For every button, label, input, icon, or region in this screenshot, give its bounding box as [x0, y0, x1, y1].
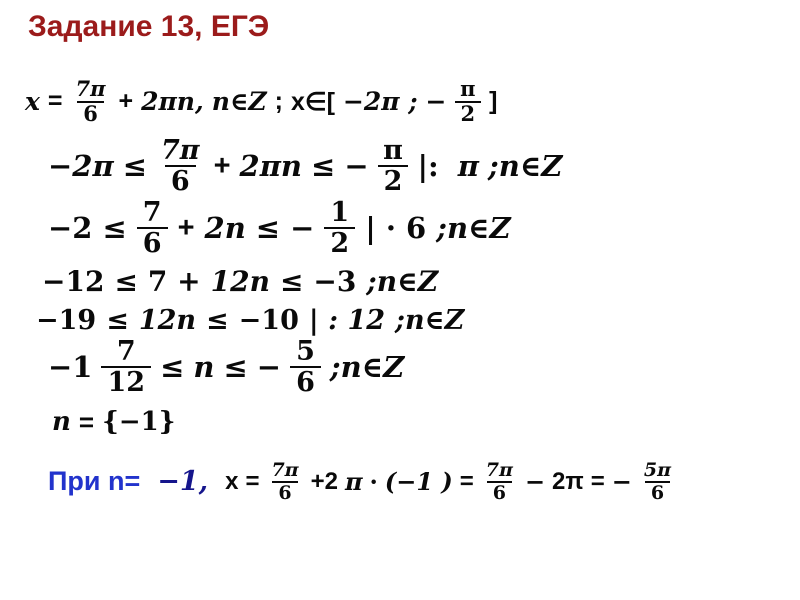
fraction-denominator: 6 [290, 366, 321, 397]
equals-sign: = [590, 467, 605, 495]
n-in-z: ;n∈Z [329, 350, 405, 385]
lhs-minus-2pi: −2π [48, 149, 114, 184]
fraction-numerator: 5π [643, 459, 672, 481]
fraction-7pi-6 [266, 460, 303, 503]
equation-line-5 [36, 301, 464, 339]
equation-line-4 [42, 262, 438, 300]
n-in-z: ;n∈Z [366, 264, 439, 298]
leq-sign: ≤ [311, 149, 336, 184]
fraction-numerator: π [460, 76, 476, 101]
divide-by-12-operator: | : 12 [308, 304, 386, 336]
equation-line-3 [48, 198, 511, 258]
fraction-7pi-6 [481, 460, 518, 503]
equation-line-1 [25, 78, 497, 125]
fraction-denominator: 6 [487, 481, 512, 504]
variable-n: n [52, 407, 71, 437]
fraction-numerator: 7π [75, 76, 106, 101]
plus-sign: + [213, 149, 231, 182]
divide-by-operator: |: [417, 149, 449, 184]
leq-sign: ≤ [160, 350, 185, 385]
solution-set: {−1} [102, 407, 176, 437]
fraction-5-6 [290, 337, 321, 397]
fraction-denominator: 2 [324, 227, 355, 258]
equals-sign: = [47, 87, 63, 116]
fraction-pi-2 [378, 136, 409, 196]
leq-sign: ≤ [223, 350, 248, 385]
fraction-7-6 [137, 198, 168, 258]
fraction-denominator: 6 [645, 481, 670, 504]
semicolon: ; [274, 87, 283, 116]
n-in-z: ;n∈Z [488, 149, 563, 184]
fraction-pi-2 [455, 78, 482, 125]
closing-bracket: ] [489, 87, 498, 116]
pi-symbol: π [344, 467, 363, 497]
fraction-numerator: 5 [296, 336, 315, 367]
term-2n: 2n [204, 211, 246, 246]
plus-sign: + [177, 211, 195, 244]
n-value: −1, [157, 466, 209, 498]
page-title: Задание 13, ЕГЭ [28, 10, 270, 43]
pri-n-label: При n= [48, 466, 141, 497]
fraction-numerator: 7π [161, 135, 200, 166]
leq-sign: ≤ [255, 211, 281, 246]
fraction-numerator: π [383, 135, 403, 166]
variable-n: n [193, 350, 215, 385]
fraction-7pi-6 [156, 136, 205, 196]
minus-sign: − [611, 467, 632, 497]
equation-line-2 [48, 136, 562, 196]
fraction-denominator: 6 [77, 101, 104, 126]
minus-sign: − [256, 350, 282, 385]
minus-sign: − [425, 87, 447, 117]
minus-sign: − [290, 211, 315, 246]
fraction-7-12 [101, 337, 151, 397]
equals-sign: = [245, 467, 260, 495]
dot-operator: · [369, 467, 378, 497]
lhs-minus-2: −2 [48, 211, 93, 246]
term-12n: 12n [138, 304, 197, 336]
fraction-numerator: 7 [116, 336, 136, 367]
pi-symbol: π [457, 149, 480, 184]
fraction-denominator: 12 [101, 366, 151, 397]
leq-sign: ≤ [122, 149, 148, 184]
fraction-5pi-6 [639, 460, 676, 503]
fraction-numerator: 7π [485, 459, 513, 481]
term-2pin: 2πn, [141, 87, 204, 117]
equation-line-7 [52, 404, 175, 440]
equation-line-8 [48, 460, 676, 503]
interval-start: −2π ; [342, 87, 418, 117]
term-12n: 12n [210, 264, 270, 298]
minus-sign: − [524, 467, 546, 497]
fraction-denominator: 6 [137, 227, 168, 258]
plus-sign: + [118, 87, 134, 116]
mixed-number-integer: −1 [48, 350, 93, 385]
plus-2: +2 [310, 467, 338, 495]
leq-sign: ≤ [279, 264, 304, 298]
term-2pin: 2πn [239, 149, 303, 184]
mid-7-plus: 7 + [147, 264, 201, 298]
fraction-denominator: 2 [378, 165, 409, 196]
n-in-z: n∈Z [211, 87, 267, 117]
n-in-z: ;n∈Z [395, 304, 465, 336]
multiply-by-operator: | · 6 [365, 211, 427, 246]
leq-sign: ≤ [114, 264, 138, 298]
equation-line-6 [48, 337, 404, 397]
fraction-denominator: 6 [272, 481, 297, 504]
fraction-1-2 [324, 198, 355, 258]
lhs-minus-12: −12 [42, 264, 105, 298]
term-2pi: 2π [552, 467, 584, 495]
rhs-minus-3: −3 [313, 264, 357, 298]
fraction-7pi-6 [71, 78, 111, 125]
fraction-numerator: 7π [271, 459, 299, 481]
leq-sign: ≤ [102, 211, 127, 246]
fraction-denominator: 2 [455, 101, 482, 126]
fraction-denominator: 6 [165, 165, 196, 196]
rhs-minus-10: −10 [238, 304, 299, 336]
n-in-z: ;n∈Z [436, 211, 511, 246]
variable-x: x [25, 87, 40, 117]
fraction-numerator: 7 [142, 197, 162, 228]
equals-sign: = [459, 467, 474, 495]
variable-x: x [225, 467, 239, 495]
x-in-bracket: x∈[ [290, 87, 335, 116]
equals-sign: = [78, 406, 95, 437]
minus-sign: − [344, 149, 369, 184]
lhs-minus-19: −19 [36, 304, 97, 336]
leq-sign: ≤ [206, 304, 229, 336]
fraction-numerator: 1 [330, 197, 350, 228]
leq-sign: ≤ [106, 304, 129, 336]
parenthesized-minus-1: (−1 ) [384, 467, 453, 497]
